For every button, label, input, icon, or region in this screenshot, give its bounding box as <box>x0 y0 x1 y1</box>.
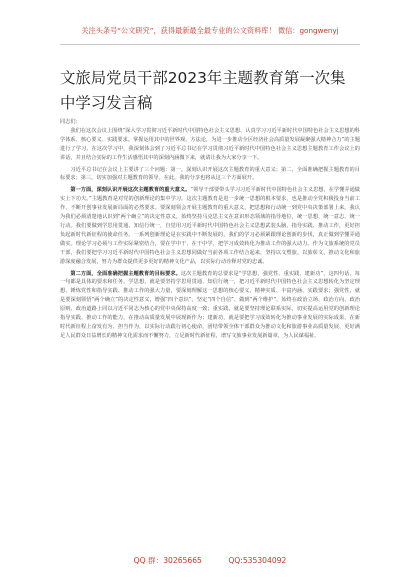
qq-group-text: QQ 群：30265665 <box>133 556 202 565</box>
section-1-body: “领导干部要带头学习习近平新时代中国特色社会主义思想，在学懂弄通做实上下功夫。”主题教育是对党的创新理论的集中学习。这次主题教育是进一步统一思想的根本要求，也是推动全党积极投身当前工作、不断开创事业发展新局面的必然要求。要深刻领会开展主题教育的重大意义，把思想和行动统一到党中央决策部署上来。我认为我们必须清楚地认识到“两个确立”的决定性意义，始终坚持马克思主义在意识形态领域的指导地位，统一思想、统一意志、统一行动。我们要做到学思用贯通、知信行统一，自觉用习近平新时代中国特色社会主义思想武装头脑、指导实践、推动工作，更好担负起新时代新征程的使命任务。一系列创新理论是在实践中不断发展的，我们的学习必须紧跟理论创新的步伐，真正做到学懂弄通做实。理论学习必须与工作实际紧密结合，要在学中干、在干中学，把学习成效转化为推动工作的强大动力。作为文旅系统的党员干部，我们要把学习习近平新时代中国特色社会主义思想同做好当前各项工作结合起来，坚持以文塑旅、以旅彰文，推动文化和旅游深度融合发展，努力为群众提供更多更好的精神文化产品，以实际行动诠释对党的忠诚。 <box>60 187 360 265</box>
header-divider <box>60 44 360 45</box>
intro-paragraph: 我们在这次会议上围绕“深入学习贯彻习近平新时代中国特色社会主义思想、认真学习习近平新时代中国特色社会主义思想的科学体系、核心要义、实践要求。掌握运用其中的世界观、方法论，为进一步推动全区经济社会高质量发展凝聚强大精神合力”的主题进行了学习。在这次学习中，我深刻体会到了习近平总书记在学习贯彻习近平新时代中国特色社会主义思想主题教育工作会议上的讲话，并且结合实际的工作生活感悟其中的深刻内涵微下来，就请让我为大家分享一下。 <box>60 127 360 161</box>
overview-paragraph: 习近平总书记在会议上主要讲了三个问题：第一，深刻认识开展这次主题教育的重大意义；第二，全面准确把握主题教育的目标要求；第三，切实加强对主题教育的领导。在此，我的分享也将从这三个方面展开。 <box>60 166 360 182</box>
contact-footer <box>60 555 360 566</box>
document-body <box>60 118 360 341</box>
section-1-paragraph <box>60 186 360 266</box>
promo-banner: 关注头条号“公文研究”，获得最新最全最专业的公文资料库！ 微信：gongwenyj <box>81 26 339 35</box>
qq-number-text: QQ:535304092 <box>228 556 287 565</box>
salutation: 同志们： <box>60 119 81 125</box>
document-title: 文旅局党员干部2023年主题教育第一次集中学习发言稿 <box>60 69 346 112</box>
section-2-paragraph <box>60 270 360 341</box>
section-2-heading: 第二方面，全面准确把握主题教育的目标要求。 <box>70 270 181 277</box>
section-1-heading: 第一方面，深刻认识开展这次主题教育的重大意义。 <box>70 187 191 194</box>
section-2-body: 这次主题教育的总要求是“学思想、强党性、重实践、建新功”，这四句话，每一句都是具体的要求和任务。学思想，就是要坚持学思用贯通、知信行统一，把习近平新时代中国特色社会主义思想转化为坚定理想、锤炼党性和指导实践、推动工作的强大力量，要深刻理解这一思想的核心要义、精神实质、丰富内涵、实践要求；强党性，就是要深刻领悟“两个确立”的决定性意义，增强“四个意识”、坚定“四个自信”、做到“两个维护”，始终在政治立场、政治方向、政治原则、政治道路上同以习近平同志为核心的党中央保持高度一致；重实践，就是要坚持理论联系实际，切实提高运用党的创新理论指导实践、推动工作的能力，在推动高质量发展中展现新作为；建新功，就是要把学习成效转化为推动事业发展的实际成果，在新时代新征程上奋发有为、担当作为，以实际行动践行初心使命，团结带领全体干部群众为推动文化和旅游事业高质量发展、更好满足人民群众日益增长的精神文化需求而不懈努力，立足新时代新征程，谱写文旅事业发展新篇章，为人民谋福祉。 <box>60 270 360 339</box>
